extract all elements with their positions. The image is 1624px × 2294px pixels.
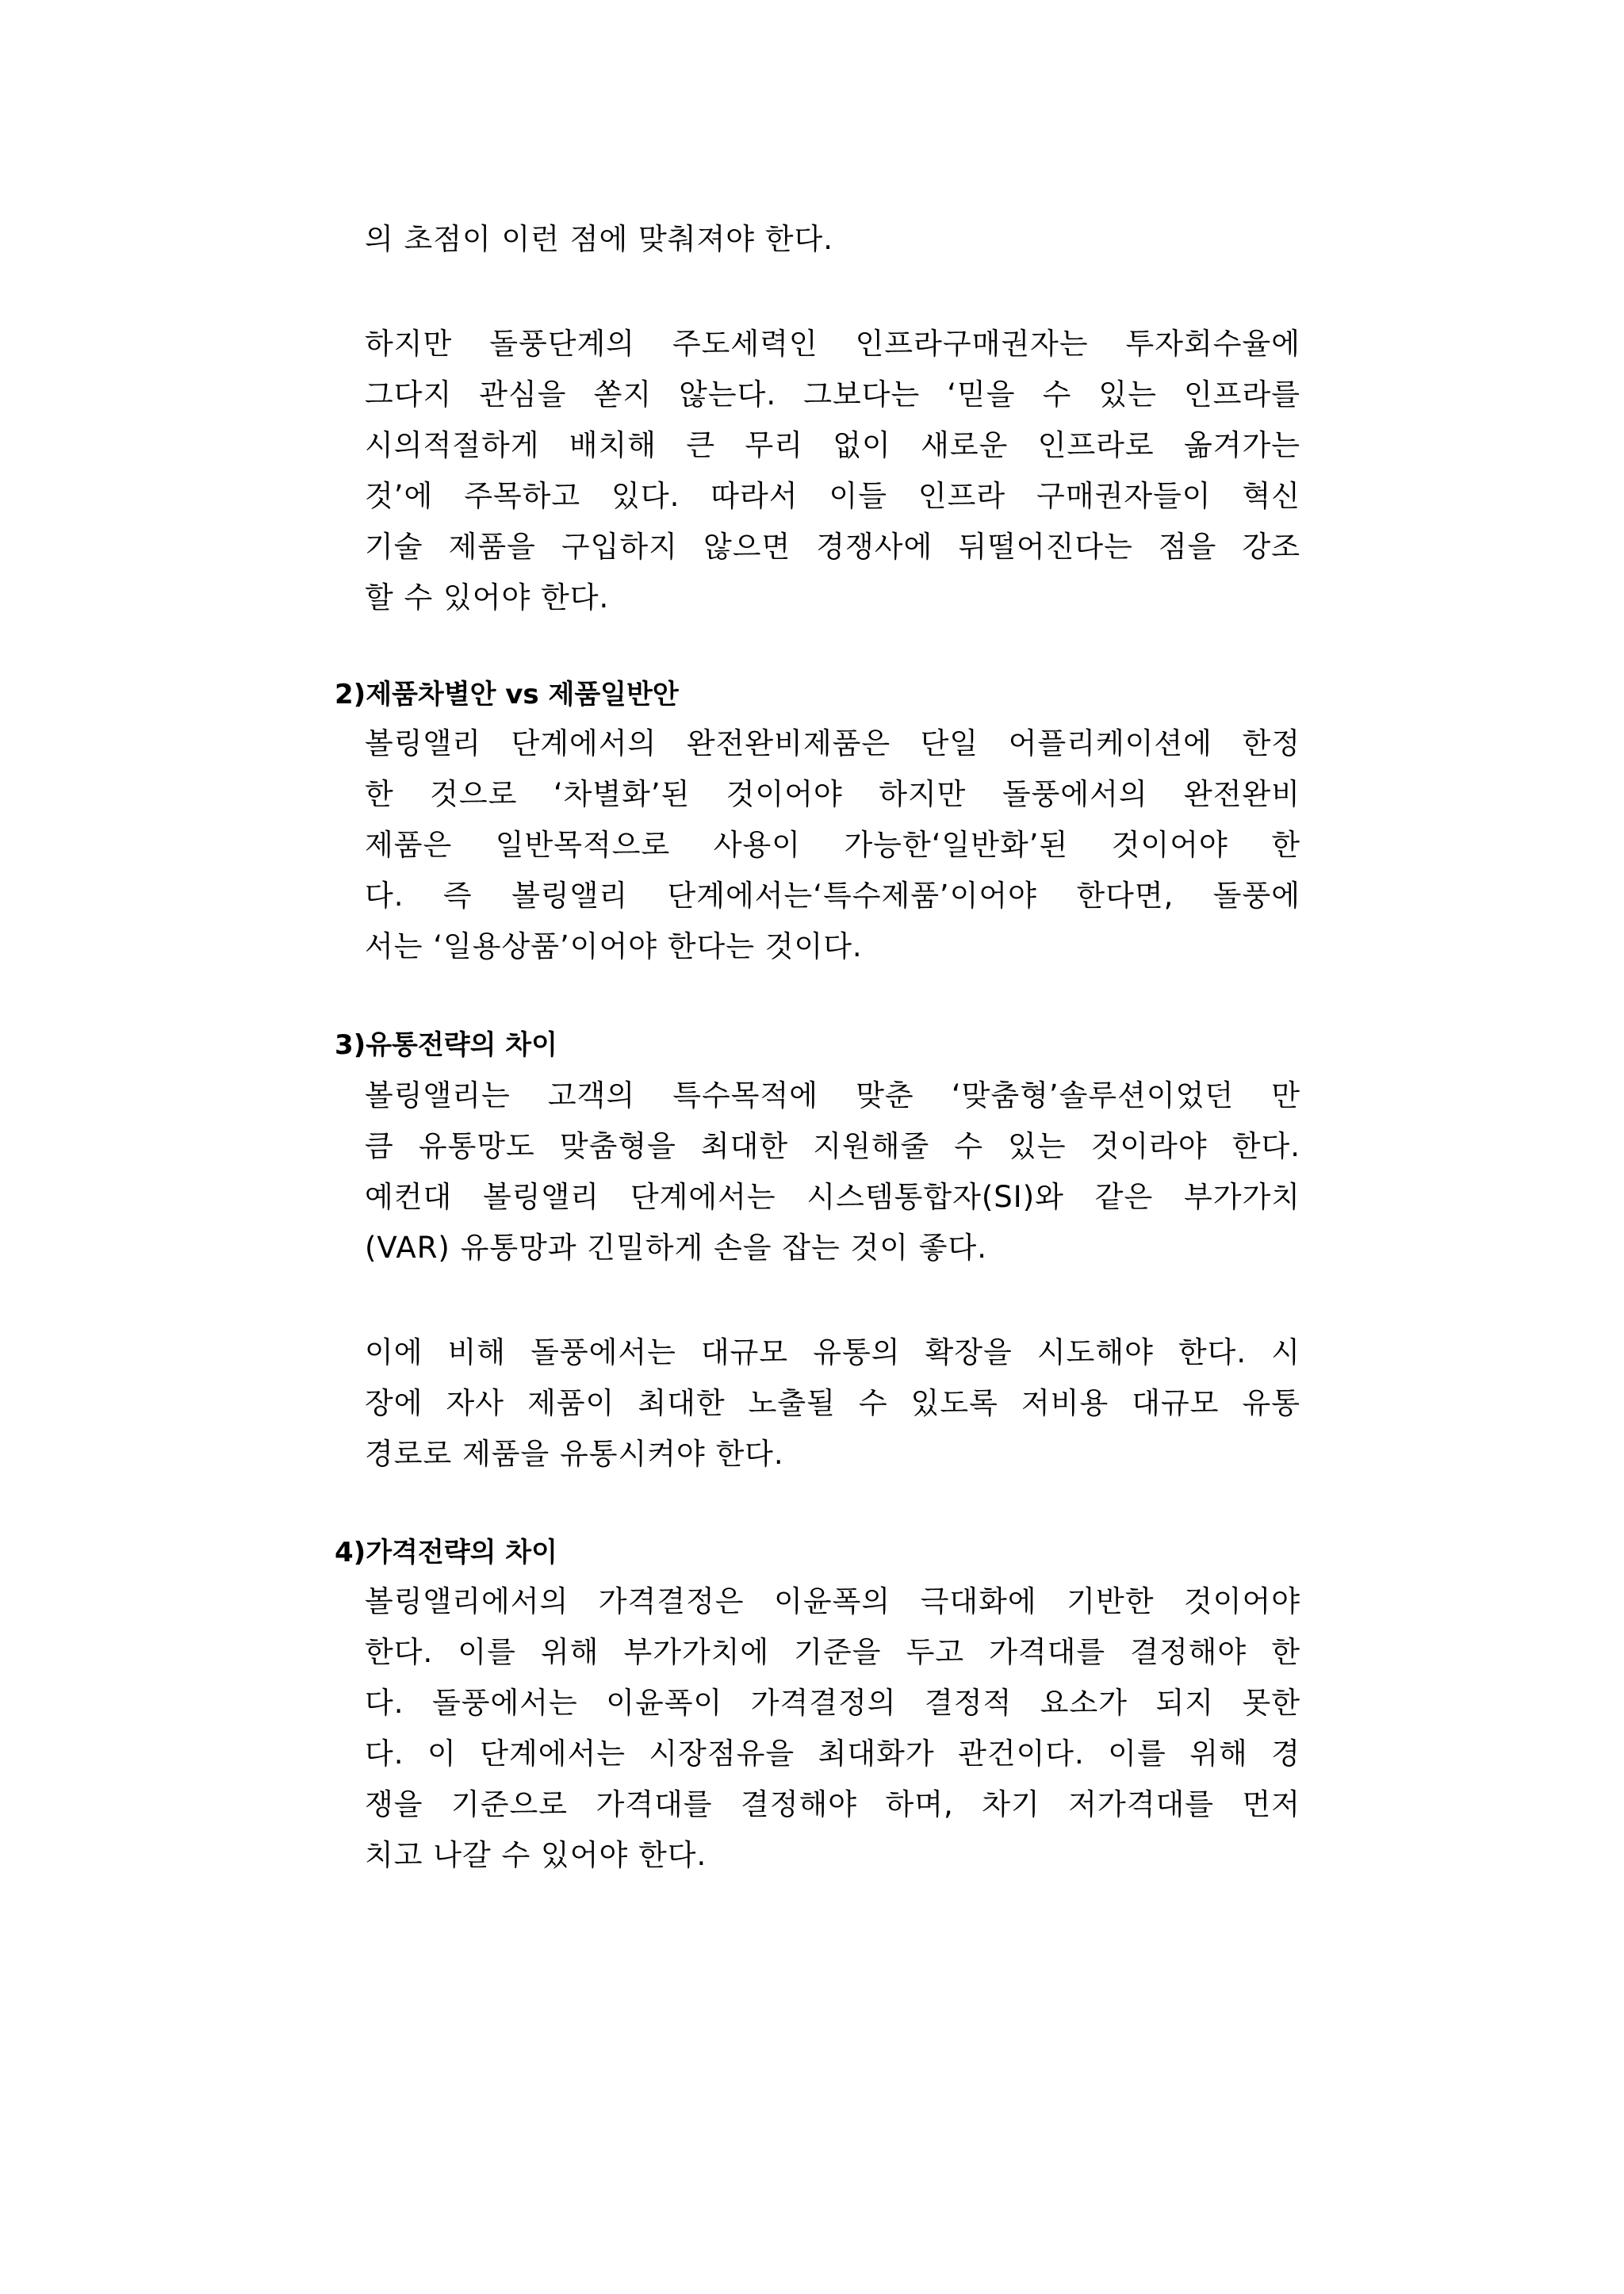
section-2-line: 서는 ‘일용상품’이어야 한다는 것이다. (365, 929, 863, 963)
para1-line: 하지만 돌풍단계의 주도세력인 인프라구매권자는 투자회수율에 (365, 327, 1300, 361)
para1-line: 할 수 있어야 한다. (365, 580, 610, 615)
section-4-line: 다. 돌풍에서는 이윤폭이 가격결정의 결정적 요소가 되지 못한 (365, 1686, 1300, 1720)
para1-line: 기술 제품을 구입하지 않으면 경쟁사에 뒤떨어진다는 점을 강조 (365, 530, 1300, 564)
section-4-line: 다. 이 단계에서는 시장점유을 최대화가 관건이다. 이를 위해 경 (365, 1737, 1300, 1771)
section-2-line: 볼링앨리 단계에서의 완전완비제품은 단일 어플리케이션에 한정 (365, 726, 1300, 760)
section-3-line: (VAR) 유통망과 긴밀하게 손을 잡는 것이 좋다. (365, 1231, 988, 1265)
section-4-line: 볼링앨리에서의 가격결정은 이윤폭의 극대화에 기반한 것이어야 (365, 1584, 1300, 1618)
section-3-line: 볼링앨리는 고객의 특수목적에 맞춘 ‘맞춤형’솔루션이었던 만 (365, 1078, 1300, 1113)
section-2-heading: 2)제품차별안 vs 제품일반안 (335, 679, 679, 710)
section-4-line: 한다. 이를 위해 부가가치에 기준을 두고 가격대를 결정해야 한 (365, 1635, 1300, 1669)
section-3-line: 큼 유통망도 맞춤형을 최대한 지원해줄 수 있는 것이라야 한다. (365, 1129, 1300, 1163)
section-3-para2-line: 장에 자사 제품이 최대한 노출될 수 있도록 저비용 대규모 유통 (365, 1386, 1300, 1420)
para1-line: 그다지 관심을 쏟지 않는다. 그보다는 ‘믿을 수 있는 인프라를 (365, 377, 1300, 412)
section-4-line: 쟁을 기준으로 가격대를 결정해야 하며, 차기 저가격대를 먼저 (365, 1787, 1300, 1821)
section-4-heading: 4)가격전략의 차이 (335, 1537, 557, 1568)
intro-line: 의 초점이 이런 점에 맞춰져야 한다. (365, 222, 833, 256)
section-2-line: 한 것으로 ‘차별화’된 것이어야 하지만 돌풍에서의 완전완비 (365, 777, 1300, 811)
section-2-line: 다. 즉 볼링앨리 단계에서는‘특수제품’이어야 한다면, 돌풍에 (365, 879, 1300, 913)
section-3-line: 예컨대 볼링앨리 단계에서는 시스템통합자(SI)와 같은 부가가치 (365, 1180, 1300, 1214)
section-3-para2-line: 경로로 제품을 유통시켜야 한다. (365, 1437, 784, 1471)
section-3-heading: 3)유통전략의 차이 (335, 1029, 557, 1061)
para1-line: 시의적절하게 배치해 큰 무리 없이 새로운 인프라로 옮겨가는 (365, 428, 1300, 462)
section-3-para2-line: 이에 비해 돌풍에서는 대규모 유통의 확장을 시도해야 한다. 시 (365, 1335, 1300, 1369)
section-2-line: 제품은 일반목적으로 사용이 가능한‘일반화’된 것이어야 한 (365, 828, 1300, 862)
section-4-line: 치고 나갈 수 있어야 한다. (365, 1838, 707, 1872)
para1-line: 것’에 주목하고 있다. 따라서 이들 인프라 구매권자들이 혁신 (365, 479, 1300, 513)
